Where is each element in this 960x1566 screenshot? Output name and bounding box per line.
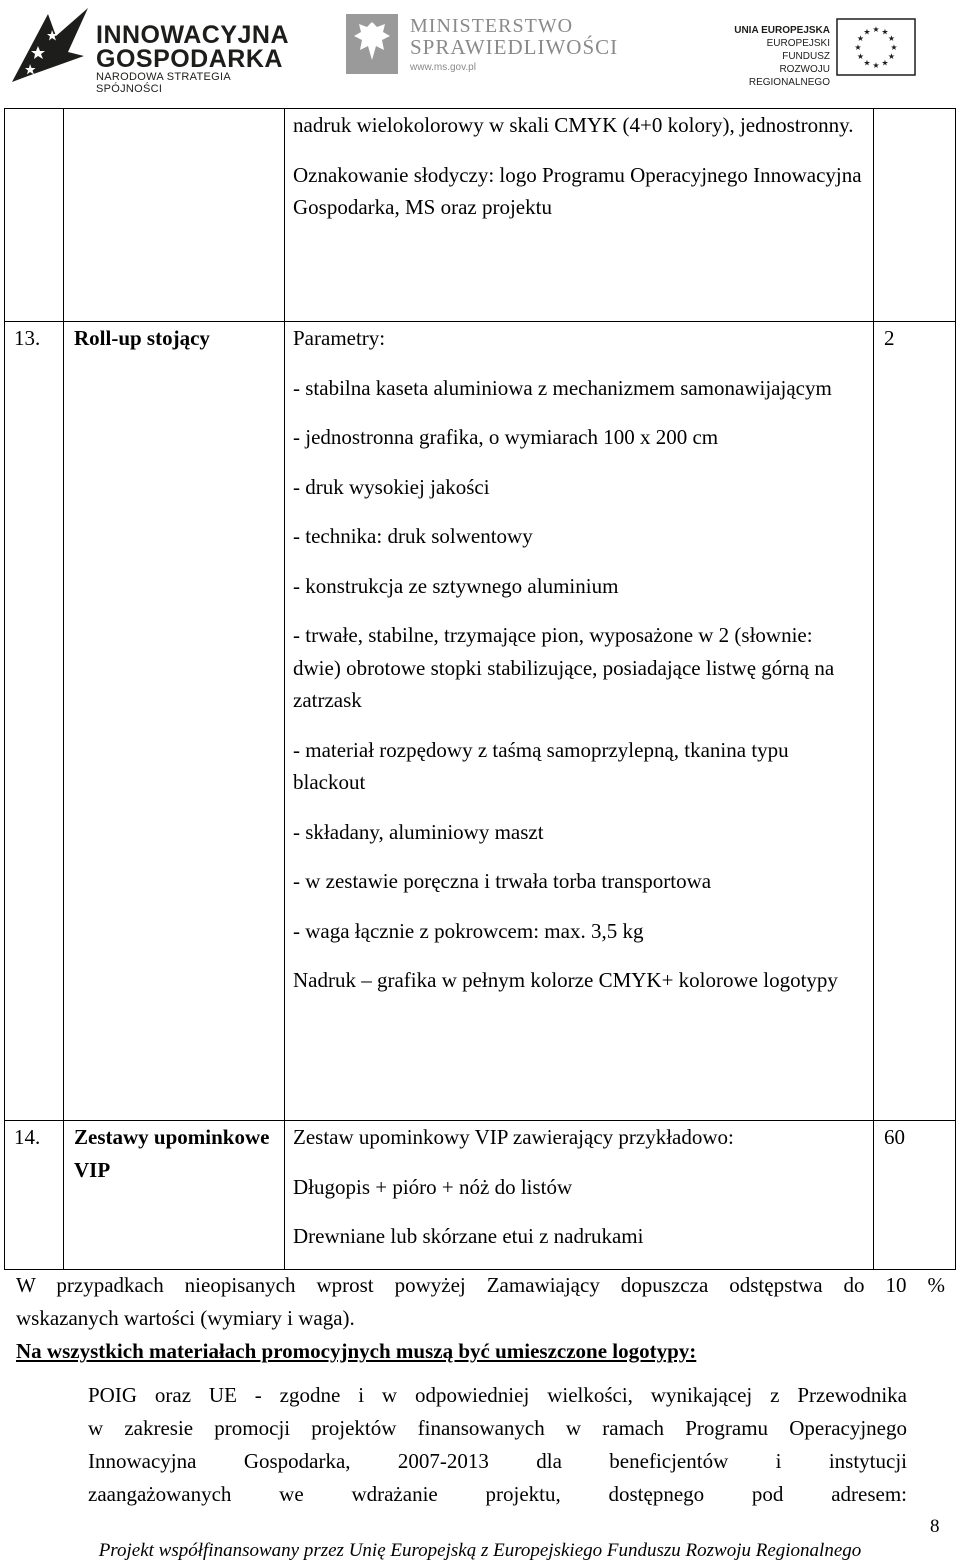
innowacyjna-gospodarka-logo (8, 4, 290, 95)
table-col-border-5 (955, 108, 956, 1270)
description-line: - druk wysokiej jakości (293, 474, 490, 499)
logo-ig-line3: NARODOWA STRATEGIA SPÓJNOŚCI (96, 71, 231, 95)
svg-text:★: ★ (890, 43, 898, 52)
row-14-quantity: 60 (884, 1125, 905, 1149)
poig-line: Innowacyjna Gospodarka, 2007-2013 dla beneficjentów i instytucji (88, 1449, 907, 1473)
svg-text:★: ★ (887, 34, 896, 43)
description-line: - jednostronna grafika, o wymiarach 100 x 200 cm (293, 425, 719, 449)
logo-ms-line1: MINISTERSTWO (410, 15, 574, 37)
description-line: - składany, aluminiowy maszt (293, 819, 544, 844)
logos-heading: Na wszystkich materiałach promocyjnych muszą być umieszczone logotypy: (16, 1339, 697, 1363)
row-13-number: 13. (14, 326, 41, 350)
row-13-name: Roll-up stojący (74, 326, 210, 350)
svg-text:★: ★ (856, 34, 865, 43)
logo-ig-line2: GOSPODARKA (96, 45, 283, 73)
description-line: - trwałe, stabilne, trzymające pion, wyposażone w 2 (słownie: dwie) obrotowe stopki stabilizujące, posiadające listwę górną na zatrzask (293, 623, 835, 712)
svg-text:★: ★ (881, 27, 889, 37)
description-line: Parametry: (293, 326, 386, 350)
svg-text:★: ★ (863, 27, 871, 37)
row-14-number: 14. (14, 1125, 41, 1149)
logo-ig-line1: INNOWACYJNA (96, 21, 290, 49)
row-13-quantity: 2 (884, 326, 895, 350)
description-line: - stabilna kaseta aluminiowa z mechanizmem samonawijającym (293, 375, 832, 400)
description-line: Długopis + pióro + nóż do listów (293, 1174, 573, 1199)
description-line: Oznakowanie słodyczy: logo Programu Operacyjnego Innowacyjna Gospodarka, MS oraz projektu (293, 162, 862, 219)
description-line: - w zestawie poręczna i trwała torba transportowa (293, 869, 712, 893)
description-line: Nadruk – grafika w pełnym kolorze CMYK+ kolorowe logotypy (293, 968, 838, 992)
poig-line: zaangażowanych we wdrażanie projektu, dostępnego pod adresem: (88, 1482, 907, 1506)
logo-ue-text (726, 24, 830, 89)
row-14-description (293, 1121, 865, 1253)
logo-ms-url: www.ms.gov.pl (410, 62, 476, 73)
logo-ms-line2: SPRAWIEDLIWOŚCI (410, 35, 619, 59)
footer-cofinancing-note: Projekt współfinansowany przez Unię Europejską z Europejskiego Funduszu Rozwoju Regionalnego (98, 1540, 862, 1561)
row-14-name: Zestawy upominkowe VIP (74, 1125, 270, 1182)
description-line: - konstrukcja ze sztywnego aluminium (293, 573, 619, 598)
deviation-note-line1: W przypadkach nieopisanych wprost powyżej Zamawiający dopuszcza odstępstwa do 10 % (16, 1273, 945, 1297)
logo-ue-line2: EUROPEJSKI FUNDUSZ (766, 38, 830, 62)
description-line: Zestaw upominkowy VIP zawierający przykładowo: (293, 1125, 734, 1149)
description-line: nadruk wielokolorowy w skali CMYK (4+0 kolory), jednostronny. (293, 113, 854, 137)
svg-text:★: ★ (887, 52, 896, 61)
svg-text:★: ★ (872, 25, 880, 34)
table-col-border-4 (873, 108, 874, 1270)
table-col-border-2 (63, 108, 64, 1270)
description-line: - materiał rozpędowy z taśmą samoprzylepną, tkanina typu blackout (293, 737, 789, 794)
svg-text:★: ★ (856, 52, 865, 61)
logo-ue-line1: UNIA EUROPEJSKA (734, 25, 830, 36)
svg-text:★: ★ (854, 43, 862, 52)
svg-text:★: ★ (863, 58, 871, 68)
logo-ue-line3: ROZWOJU REGIONALNEGO (748, 64, 830, 88)
deviation-note-line2: wskazanych wartości (wymiary i waga). (16, 1306, 355, 1330)
table-row-continuation-description (293, 109, 865, 224)
poig-line: w zakresie promocji projektów finansowanych w ramach Programu Operacyjnego (88, 1416, 907, 1440)
description-line: Drewniane lub skórzane etui z nadrukami (293, 1224, 644, 1248)
svg-text:★: ★ (881, 58, 889, 68)
unia-europejska-logo (726, 18, 926, 88)
description-line: - technika: druk solwentowy (293, 524, 533, 548)
table-col-border-1 (4, 108, 5, 1270)
polish-eagle-icon (344, 12, 400, 76)
page-number: 8 (930, 1516, 940, 1537)
description-line: - waga łącznie z pokrowcem: max. 3,5 kg (293, 918, 644, 943)
svg-text:★: ★ (872, 61, 880, 70)
innowacyjna-gospodarka-mark-icon (8, 6, 92, 86)
eu-flag-icon (836, 18, 916, 76)
row-13-description (293, 322, 849, 997)
poig-line: POIG oraz UE - zgodne i w odpowiedniej wielkości, wynikającej z Przewodnika (88, 1383, 907, 1407)
table-col-border-3 (284, 108, 285, 1270)
ministerstwo-sprawiedliwosci-logo (344, 8, 634, 80)
